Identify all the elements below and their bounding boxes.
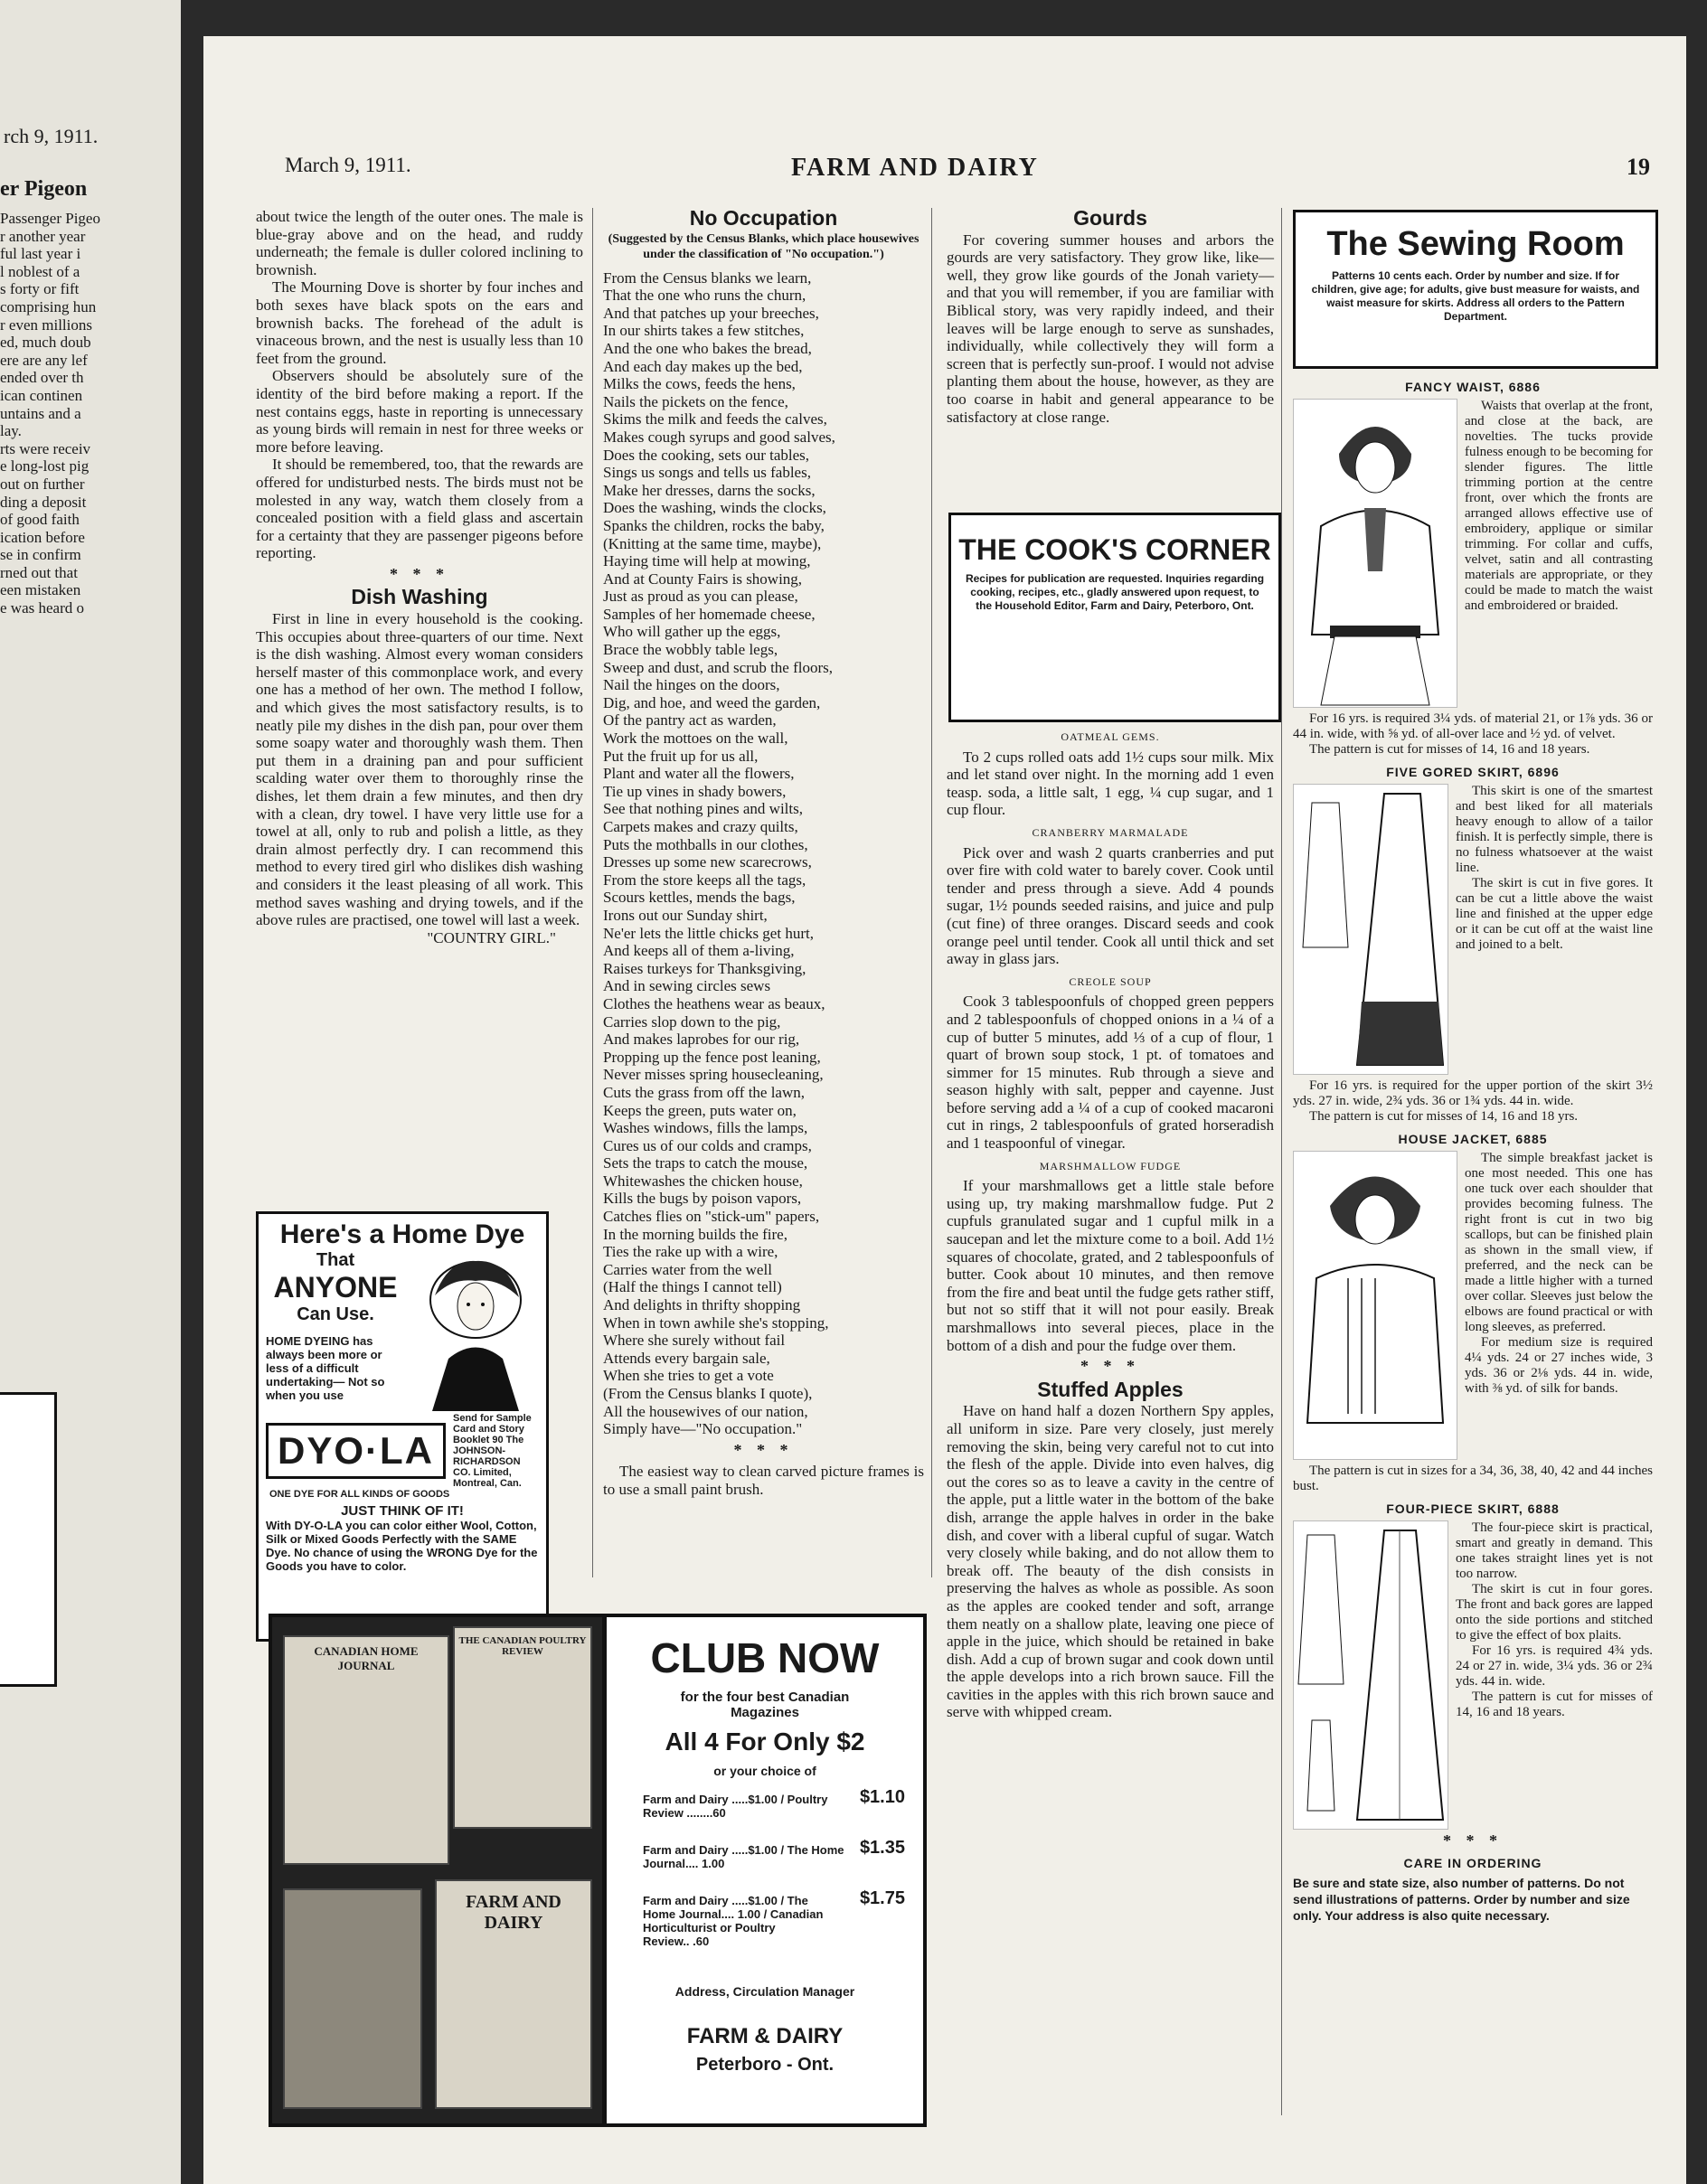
left-page-date: rch 9, 1911. — [4, 125, 99, 147]
pattern-text: The skirt is cut in five gores. It can be cut a little above the waist line and finished at the upper edge or it can be cut off at the waist line and joined to a belt. — [1456, 876, 1653, 952]
recipe-title: MARSHMALLOW FUDGE — [1039, 1159, 1182, 1172]
section-divider: * * * — [390, 564, 449, 583]
left-page-margin — [0, 0, 181, 2184]
club-subscription-advertisement — [269, 1614, 927, 2127]
pattern-text: The skirt is cut in four gores. The front and back gores are lapped onto the side portions and stitched to give the effect of box plaits. — [1456, 1582, 1653, 1643]
magazine-title: THE CANADIAN POULTRY REVIEW — [458, 1635, 587, 1657]
club-offer-price: $1.35 — [859, 1838, 905, 1858]
magazine-cover — [283, 1635, 449, 1865]
article-paragraph: First in line in every household is the cooking. This occupies about three-quarters of our time. Next is the dish washing. Almost every woman considers herself master of this commonplace work, and every one has a method of her own. The method I follow, and which gives the most satisfactory results, is to neatly pile my dishes in the dish pan, pour over them some soapy water and thoroughly wash them. Then put them in a draining pan and pour sufficient scalding water over them to thoroughly rinse the dishes, let them drain a few minutes, and then dry with a clean, dry towel. I have very little use for a towel at all, only to rub and polish a little, as they drain almost perfectly dry. I can recommend this method to every tired girl who dislikes dish washing and considers it the least pleasing of all work. This method saves washing and drying towels, and if the above rules are practised, one towel will last a week. — [256, 610, 583, 929]
left-page-line: ding a deposit — [0, 493, 87, 511]
ad-text: That — [316, 1250, 355, 1270]
left-page-line: se in confirm — [0, 546, 81, 564]
club-ad-brand: FARM & DAIRY — [686, 2024, 844, 2048]
column-3 — [947, 206, 1274, 426]
newspaper-page — [203, 36, 1686, 2184]
club-offer-price: $1.10 — [859, 1787, 905, 1807]
left-page-line: rned out that — [0, 563, 78, 581]
pattern-text: For 16 yrs. is required 4¾ yds. 24 or 27 in. wide, 3¼ yds. 36 or 2¾ yds. 44 in. wide. — [1456, 1643, 1653, 1689]
section-divider: * * * — [1443, 1831, 1503, 1850]
sewing-room-title: The Sewing Room — [1326, 225, 1625, 263]
magazine-title: CANADIAN HOME JOURNAL — [314, 1644, 419, 1672]
ad-body: HOME DYEING has always been more or less of a difficult undertaking— Not so when you use — [266, 1334, 385, 1402]
masthead-title: FARM AND DAIRY — [791, 154, 1039, 182]
fancy-waist-illustration — [1293, 399, 1457, 708]
column-3-recipes — [947, 723, 1274, 1721]
care-title: CARE IN ORDERING — [1403, 1856, 1542, 1870]
poem-text: From the Census blanks we learn, That the one who runs the churn, And that patches up your breeches, In our shirts takes a few stitches, And the one who bakes the bread, And each day makes up the bed, Milks the cows, feeds the hens, Nails the pickets on the fence, Skims the milk and feeds the calves, Makes cough syrups and good salves, Does the cooking, sets our tables, Sings us songs and tells us fables, Make her dresses, darns the socks, Does the washing, winds the clocks, Spanks the children, rocks the baby, (Knitting at the same time, maybe), Haying time will help at mowing, And at County Fairs is showing, Just as proud as you can please, Samples of her homemade cheese, Who will gather up the eggs, Brace the wobbly table legs, Sweep and dust, and scrub the floors, Nail the hinges on the doors, Dig, and hoe, and weed the garden, Of the pantry act as warden, Work the mottoes on the wall, Put the fruit up for us all, Plant and water all the flowers, Tie up vines in shady bowers, See that nothing pines and wilts, Carpets makes and crazy quilts, Puts the mothballs in our clothes, Dresses up some new scarecrows, From the store keeps all the tags, Scours kettles, mends the bags, Irons out our Sunday shirt, Ne'er lets the little chicks get hurt, And keeps all of them a-living, Raises turkeys for Thanksgiving, And in sewing circles sews Clothes the heathens wear as beaux, Carries slop down to the pig, And makes laprobes for our rig, Propping up the fence post leaning, Never misses spring housecleaning, Cuts the grass from off the lawn, Keeps the green, puts water on, Washes windows, fills the lamps, Cures us of our colds and cramps, Sets the traps to catch the mouse, Whitewashes the chicken house, Kills the bugs by poison vapors, Catches flies on "stick-um" papers, In the morning builds the fire, Ties the rake up with a wire, Carries water from the well (Half the things I cannot tell) And delights in thrifty shopping When in town awhile she's stopping, Where she surely without fail Attends every bargain sale, When she tries to get a vote (From the Census blanks I quote), All the housewives of our nation, Simply have—"No occupation." — [603, 268, 835, 1438]
left-page-headline: er Pigeon — [0, 177, 88, 201]
left-page-line: ere are any lef — [0, 351, 88, 369]
recipe-text: Pick over and wash 2 quarts cranberries and put over fire with cold water to barely cover. Cook until tender and press through a sieve. Add 4 pounds sugar, 1½ pounds seeded raisins, and juice and pulp (cut fine) of three oranges. Discard seeds and cook orange peel until tender. Cook all until thick and set away in glass jars. — [947, 843, 1274, 968]
club-ad-choice: or your choice of — [713, 1764, 816, 1778]
ad-text: ANYONE — [273, 1271, 398, 1304]
column-2 — [603, 206, 924, 1499]
left-page-line: r even millions — [0, 315, 92, 334]
club-offer-row — [607, 1838, 923, 1870]
sewing-room-header — [1293, 210, 1658, 369]
pattern-text: The pattern is cut for misses of 14, 16 and 18 years. — [1309, 742, 1590, 757]
article-title-dish-washing: Dish Washing — [351, 585, 488, 609]
left-page-line: s forty or fift — [0, 280, 80, 298]
article-paragraph: For covering summer houses and arbors the gourds are very satisfactory. They grow like, like—well, they grow like gourds of the Jonah variety—and that you will remember, if you are familiar with Biblical story, was very rapidly indeed, and their leaves will be large enough to serve as sunshades, individually, while collectively they will form a screen that is perfectly sun-proof. I would not advise planting them about the house, however, as they are too coarse in habit and general appearance to be satisfactory at close range. — [947, 231, 1274, 426]
pattern-text: For 16 yrs. is required 3¼ yds. of material 21, or 1⅞ yds. 36 or 44 in. wide, with ⅝ yd. of all-over lace and ½ yd. of velvet. — [1293, 711, 1653, 741]
home-dye-advertisement — [256, 1211, 549, 1642]
ad-footer: With DY-O-LA you can color either Wool, Cotton, Silk or Mixed Goods Perfectly with the SAME Dye. No chance of using the WRONG Dye for the Goods you have to color. — [266, 1519, 538, 1573]
left-page-line: ed, much doub — [0, 334, 91, 352]
house-jacket-illustration — [1293, 1151, 1457, 1460]
left-page-text — [0, 210, 172, 617]
article-note: (Suggested by the Census Blanks, which place housewives under the classification of "No occupation.") — [608, 231, 920, 261]
pattern-text: The four-piece skirt is practical, smart and greatly in demand. This one takes straight lines yet is not too narrow. — [1456, 1520, 1653, 1581]
five-gored-skirt-illustration — [1293, 784, 1448, 1075]
left-page-line: l noblest of a — [0, 262, 80, 280]
column-rule — [1281, 208, 1282, 2115]
club-offer-row — [607, 1787, 923, 1820]
club-offer-price: $1.75 — [859, 1888, 905, 1908]
left-page-line: een mistaken — [0, 581, 81, 599]
ad-tagline: ONE DYE FOR ALL KINDS OF GOODS — [269, 1489, 450, 1500]
article-title-stuffed-apples: Stuffed Apples — [1037, 1377, 1184, 1401]
ad-text: Can Use. — [297, 1304, 374, 1324]
article-title-gourds: Gourds — [1073, 206, 1147, 230]
pattern-text: For 16 yrs. is required for the upper portion of the skirt 3½ yds. 27 in. wide, 2¾ yds. 36 or 1¾ yds. 44 in. wide. — [1293, 1078, 1653, 1108]
column-1 — [256, 208, 583, 946]
page-header — [285, 154, 1668, 190]
pattern-text: Waists that overlap at the front, and close at the back, are novelties. The tucks provide fulness enough to be becoming for slender figures. The little trimming portion at the centre front, over which the fronts are arranged allows effective use of embroidery, applique or similar trimming. For collar and cuffs, velvet, satin and all contrasting materials are appropriate, or they could be made to match the waist and embroidered or braided. — [1465, 399, 1653, 613]
left-page-line: out on further — [0, 475, 85, 493]
care-text: Be sure and state size, also number of patterns. Do not send illustrations of patterns. Order by number and size only. Your address is also quite necessary. — [1293, 1876, 1630, 1923]
left-page-line: r another year — [0, 227, 86, 245]
magazine-cover — [283, 1888, 422, 2109]
dyola-logo: DYO·LA — [266, 1423, 446, 1479]
left-page-line: of good faith — [0, 511, 80, 529]
pattern-text: For medium size is required 4¼ yds. 24 or 27 inches wide, 3 yds. 36 or 2⅛ yds. 44 in. wide, with ⅜ yd. of silk for bands. — [1465, 1335, 1653, 1396]
recipe-text: Cook 3 tablespoonfuls of chopped green peppers and 2 tablespoonfuls of chopped onions in a ¼ of a cup of butter 5 minutes, add ⅓ of a cup of flour, 1 quart of brown soup stock, 1 pt. of tomatoes and simmer for 15 minutes. Rub through a sieve and season highly with salt, pepper and cayenne. Just before serving add a ¼ of a cup of cooked macaroni cut in rings, 2 tablespoonfuls of grated horseradish and 1 teaspoonful of vinegar. — [947, 993, 1274, 1153]
recipe-title: OATMEAL GEMS. — [1061, 730, 1160, 743]
pattern-text: The pattern is cut for misses of 14, 16 and 18 years. — [1456, 1690, 1653, 1719]
left-page-line: untains and a — [0, 404, 81, 422]
left-page-line: ended over th — [0, 369, 84, 387]
page-number: 19 — [1627, 154, 1650, 180]
woman-portrait-illustration — [412, 1250, 539, 1413]
recipe-text: To 2 cups rolled oats add 1½ cups sour milk. Mix and let stand over night. In the morning add 1 even teasp. soda, a little salt, 1 egg, ¼ cup sugar, and 1 cup flour. — [947, 748, 1274, 819]
section-divider: * * * — [1080, 1357, 1140, 1376]
magazine-title: FARM AND DAIRY — [466, 1892, 561, 1933]
cooks-corner-header — [948, 513, 1281, 722]
left-page-line: rts were receiv — [0, 439, 91, 457]
club-ad-text — [607, 1617, 923, 2123]
magazine-cover — [435, 1879, 592, 2109]
column-rule — [592, 208, 593, 1577]
club-offer-row — [607, 1888, 923, 1948]
pattern-text: The pattern is cut for misses of 14, 16 and 18 yrs. — [1309, 1109, 1579, 1124]
cooks-corner-sub: Recipes for publication are requested. Inquiries regarding cooking, recipes, etc., gladly answered upon request, to the Household Editor, Farm and Dairy, Peterboro, Ont. — [965, 572, 1265, 612]
ad-send-text: Send for Sample Card and Story Booklet 90 The JOHNSON-RICHARDSON CO. Limited, Montreal, Can. — [453, 1413, 532, 1489]
left-page-line: ican continen — [0, 386, 83, 404]
left-page-line: comprising hun — [0, 297, 97, 315]
pattern-text: The simple breakfast jacket is one most needed. This one has one tuck over each shoulder that provides becoming fulness. The right front is cut in two big scallops, but can be finished plain as shown in the small view, if preferred, and the neck can be made a little higher with a turned over collar. Sleeves just below the elbows are found practical or with long sleeves, as preferred. — [1465, 1151, 1653, 1334]
recipe-title: CRANBERRY MARMALADE — [1032, 825, 1189, 839]
magazine-cover — [453, 1626, 592, 1829]
left-page-line: e long-lost pig — [0, 457, 90, 475]
pattern-text: The pattern is cut in sizes for a 34, 36, 38, 40, 42 and 44 inches bust. — [1293, 1464, 1653, 1493]
club-offer-items: Farm and Dairy .....$1.00 / The Home Journal.... 1.00 / Canadian Horticulturist or Poultry Review.. .60 — [643, 1894, 824, 1948]
column-4 — [1293, 372, 1653, 1924]
article-paragraph: Observers should be absolutely sure of the identity of the bird before making a report. If the nest contains eggs, haste in reporting is unnecessary as young birds will remain in nest for three weeks or more before leaving. — [256, 367, 583, 456]
left-page-line: e was heard o — [0, 599, 84, 617]
magazine-covers-photo — [272, 1617, 602, 2123]
column-rule — [931, 208, 932, 1577]
left-page-line: ication before — [0, 528, 85, 546]
section-divider: * * * — [733, 1440, 794, 1459]
club-offer-items: Farm and Dairy .....$1.00 / The Home Journal.... 1.00 — [643, 1843, 844, 1870]
left-page-line: lay. — [0, 422, 22, 440]
ad-text: JUST THINK OF IT! — [341, 1503, 464, 1519]
left-page-line: ful last year i — [0, 245, 81, 263]
pattern-title: FIVE GORED SKIRT, 6896 — [1386, 765, 1560, 779]
club-ad-headline: CLUB NOW — [650, 1634, 880, 1681]
club-ad-sub: for the four best Canadian Magazines — [680, 1690, 850, 1720]
article-paragraph: The Mourning Dove is shorter by four inches and both sexes have black spots on the ears and brownish backs. The forehead of the adult is vinaceous brown, and the nest is usually less than 10 feet from the ground. — [256, 278, 583, 367]
sewing-room-sub: Patterns 10 cents each. Order by number and size. If for children, give age; for adults, give bust measure for waists, and waist measure for skirts. Address all orders to the Pattern Department. — [1311, 269, 1640, 323]
recipe-title: CREOLE SOUP — [1069, 974, 1152, 988]
club-ad-offer: All 4 For Only $2 — [665, 1727, 865, 1756]
club-offer-items: Farm and Dairy .....$1.00 / Poultry Review ........60 — [643, 1793, 828, 1820]
cooks-corner-title: THE COOK'S CORNER — [958, 533, 1271, 566]
pattern-title: FANCY WAIST, 6886 — [1405, 380, 1541, 394]
recipe-text: If your marshmallows get a little stale before using up, try making marshmallow fudge. Put 2 cupfuls granulated sugar and 1 cupful milk in a saucepan and let the mixture come to a boil. Add 1½ squares of chocolate, grated, and 2 tablespoonfuls of butter. Cook about 10 minutes, and then remove from the fire and beat until the fudge gets rather stiff, but not so stiff that it will not pour easily. Break marshmallows into several pieces, place in the bottom of a dish and pour the fudge over them. — [947, 1177, 1274, 1354]
club-ad-city: Peterboro - Ont. — [695, 2055, 835, 2075]
pattern-title: HOUSE JACKET, 6885 — [1398, 1132, 1548, 1146]
pattern-text: This skirt is one of the smartest and best liked for all materials heavy enough to allow of a tailor finish. It is perfectly simple, there is no fulness whatsoever at the waist line. — [1456, 784, 1653, 875]
header-date: March 9, 1911. — [285, 154, 411, 176]
article-paragraph: It should be remembered, too, that the rewards are offered for undisturbed nests. The birds must not be molested in any way, watch them closely from a concealed position with a field glass and ascertain for a certainty that they are passenger pigeons before reporting. — [256, 456, 583, 562]
club-ad-address: Address, Circulation Manager — [674, 1984, 855, 1999]
four-piece-skirt-illustration — [1293, 1520, 1448, 1830]
article-signature: "COUNTRY GIRL." — [427, 928, 556, 946]
article-title-no-occupation: No Occupation — [689, 206, 838, 230]
article-paragraph: The easiest way to clean carved picture frames is to use a small paint brush. — [603, 1463, 924, 1498]
pattern-title: FOUR-PIECE SKIRT, 6888 — [1386, 1502, 1560, 1516]
article-paragraph: Have on hand half a dozen Northern Spy apples, all uniform in size. Pare very closely, just merely removing the skin, being very careful not to cut into the flesh of the apple. Divide into even halves, dig out the cores so as to leave a cavity in the centre of the apple, put a little water in the bottom of the bake dish, arrange the apple halves in order in the bake dish, and cover with a liberal cupful of sugar. Watch very closely while baking, and do not allow them to break off. The beauty of the dish consists in preserving the halves as whole as possible. As soon as the apples are cooked tender and soft, arrange them neatly on a shallow plate, leaving one piece of apple in the juice, which should be retained in bake dish. Add a cup of brown sugar and cook down until the apple develops into a rich brown sauce. Fill the cavities in the apples with this rich brown sauce and serve with whipped cream. — [947, 1402, 1274, 1721]
left-page-ad-fragment — [0, 1392, 57, 1687]
ad-headline: Here's a Home Dye — [279, 1219, 525, 1249]
left-page-line: Passenger Pigeo — [0, 210, 100, 227]
article-paragraph: about twice the length of the outer ones. The male is blue-gray above and on the head, and ruddy underneath; the female is duller colored inclining to brownish. — [256, 208, 583, 278]
